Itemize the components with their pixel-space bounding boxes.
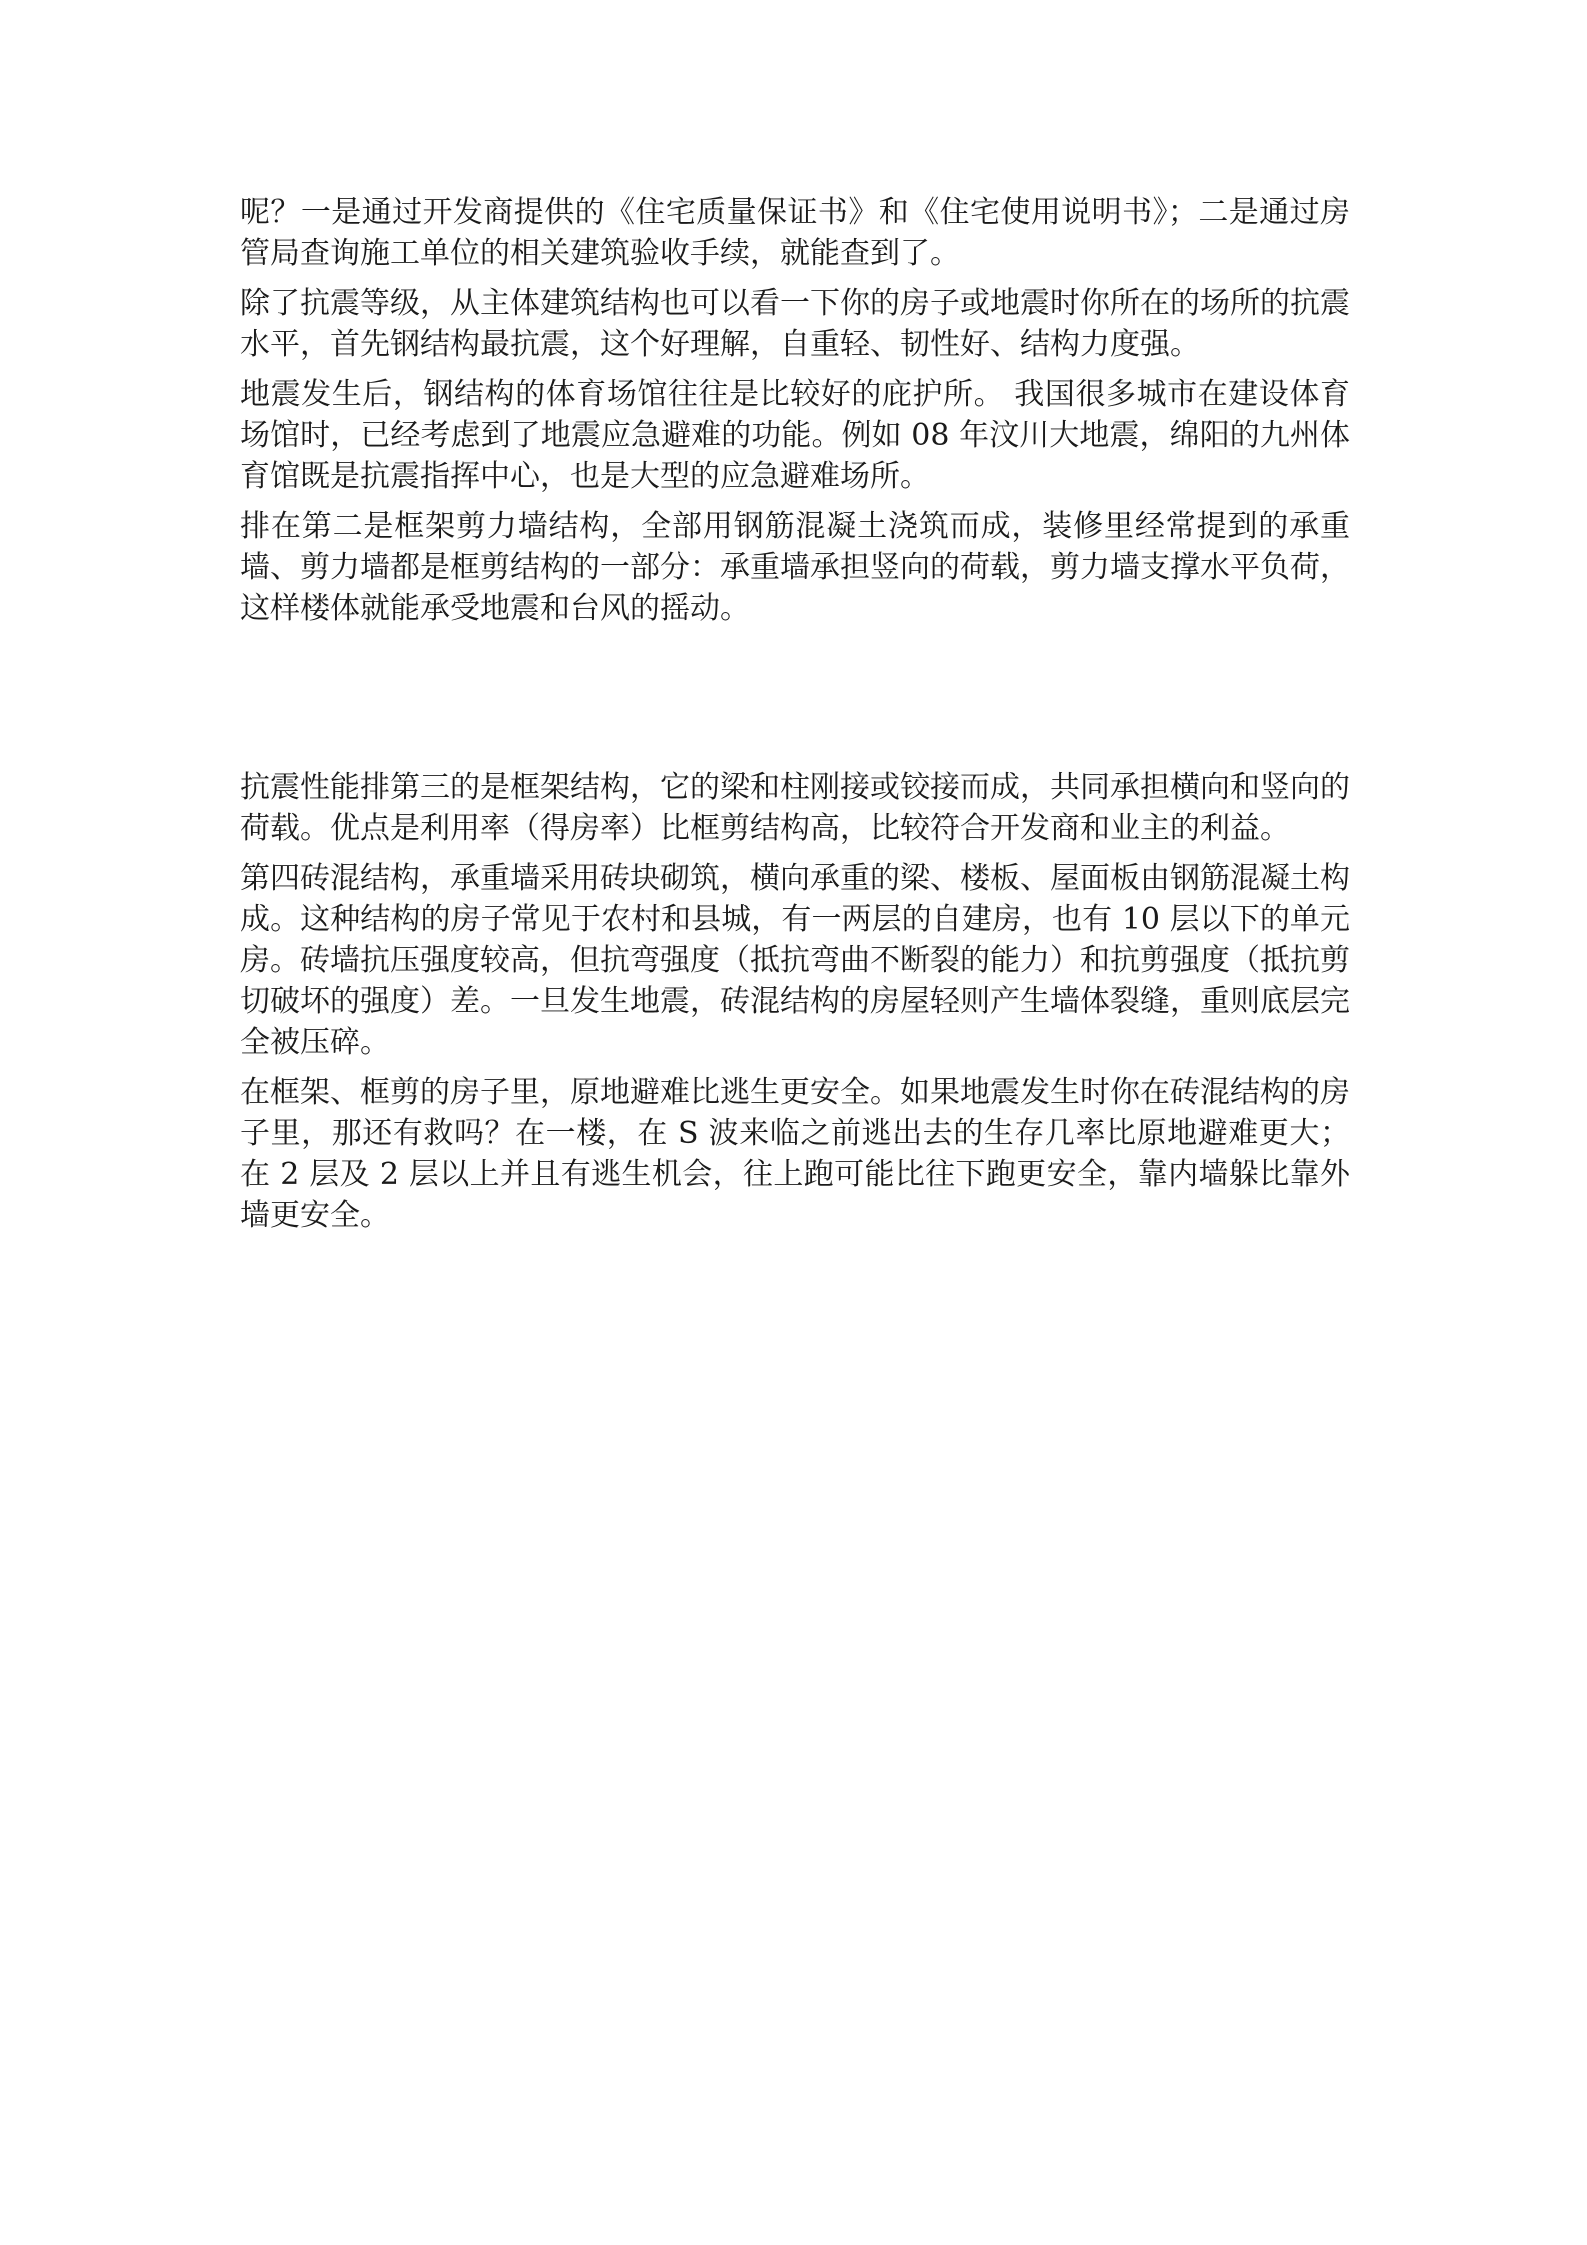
paragraph: 呢？一是通过开发商提供的《住宅质量保证书》和《住宅使用说明书》；二是通过房管局查询施工单位的相关建筑验收手续，就能查到了。: [240, 195, 1350, 271]
paragraph: 地震发生后，钢结构的体育场馆往往是比较好的庇护所。 我国很多城市在建设体育场馆时，已经考虑到了地震应急避难的功能。例如 08 年汶川大地震，绵阳的九州体育馆既是抗震指挥中心，也是大型的应急避难场所。: [240, 377, 1350, 494]
paragraph: 排在第二是框架剪力墙结构，全部用钢筋混凝土浇筑而成，装修里经常提到的承重墙、剪力墙都是框剪结构的一部分：承重墙承担竖向的荷载，剪力墙支撑水平负荷，这样楼体就能承受地震和台风的摇动。: [240, 509, 1350, 626]
text-section-1: [240, 192, 1350, 638]
paragraph: 除了抗震等级，从主体建筑结构也可以看一下你的房子或地震时你所在的场所的抗震水平，首先钢结构最抗震，这个好理解，自重轻、韧性好、结构力度强。: [240, 286, 1350, 362]
paragraph: 在框架、框剪的房子里，原地避难比逃生更安全。如果地震发生时你在砖混结构的房子里，那还有救吗？在一楼，在 S 波来临之前逃出去的生存几率比原地避难更大； 在 2 层及 2 层以上并且有逃生机会，往上跑可能比往下跑更安全，靠内墙躲比靠外墙更安全。: [240, 1075, 1350, 1233]
paragraph: 抗震性能排第三的是框架结构，它的梁和柱刚接或铰接而成，共同承担横向和竖向的荷载。优点是利用率（得房率）比框剪结构高，比较符合开发商和业主的利益。: [240, 770, 1350, 846]
text-section-2: [240, 767, 1350, 1245]
paragraph: 第四砖混结构，承重墙采用砖块砌筑，横向承重的梁、楼板、屋面板由钢筋混凝土构成。这种结构的房子常见于农村和县城，有一两层的自建房，也有 10 层以下的单元房。砖墙抗压强度较高，但抗弯强度（抵抗弯曲不断裂的能力）和抗剪强度（抵抗剪切破坏的强度）差。一旦发生地震，砖混结构的房屋轻则产生墙体裂缝，重则底层完全被压碎。: [240, 861, 1350, 1060]
